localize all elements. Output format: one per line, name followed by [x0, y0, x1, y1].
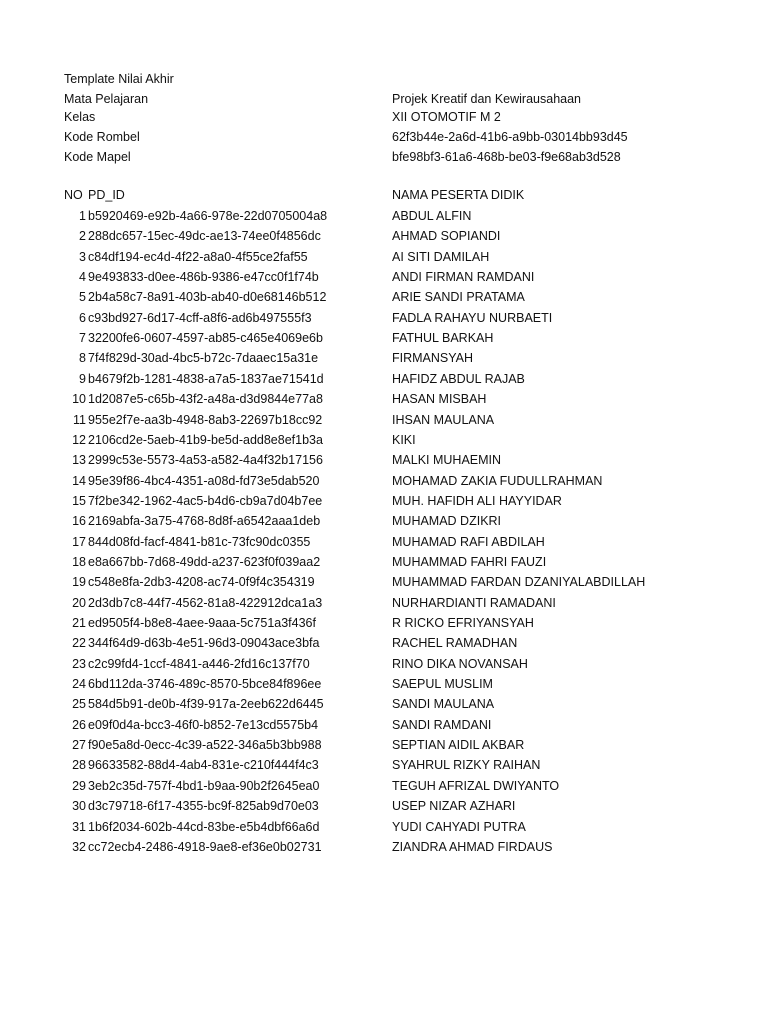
row-student-name: IHSAN MAULANA [392, 413, 495, 427]
row-number: 4 [79, 270, 86, 284]
row-number: 2 [79, 229, 86, 243]
row-student-name: HASAN MISBAH [392, 392, 487, 406]
row-number: 24 [72, 677, 86, 691]
row-student-name: YUDI CAHYADI PUTRA [392, 820, 526, 834]
row-student-name: FADLA RAHAYU NURBAETI [392, 311, 553, 325]
column-header-pd-id: PD_ID [88, 188, 125, 202]
row-student-name: SYAHRUL RIZKY RAIHAN [392, 758, 541, 772]
row-pd-id: 2106cd2e-5aeb-41b9-be5d-add8e8ef1b3a [88, 433, 323, 447]
row-pd-id: 2999c53e-5573-4a53-a582-4a4f32b17156 [88, 453, 323, 467]
row-student-name: MUH. HAFIDH ALI HAYYIDAR [392, 494, 562, 508]
row-number: 16 [72, 514, 86, 528]
label-kode-rombel: Kode Rombel [64, 130, 140, 144]
row-pd-id: 32200fe6-0607-4597-ab85-c465e4069e6b [88, 331, 323, 345]
row-pd-id: 9e493833-d0ee-486b-9386-e47cc0f1f74b [88, 270, 319, 284]
row-number: 26 [72, 718, 86, 732]
row-pd-id: 3eb2c35d-757f-4bd1-b9aa-90b2f2645ea0 [88, 779, 320, 793]
row-number: 21 [72, 616, 86, 630]
row-pd-id: 96633582-88d4-4ab4-831e-c210f444f4c3 [88, 758, 319, 772]
row-pd-id: 844d08fd-facf-4841-b81c-73fc90dc0355 [88, 535, 311, 549]
row-pd-id: 2b4a58c7-8a91-403b-ab40-d0e68146b512 [88, 290, 327, 304]
value-kode-rombel: 62f3b44e-2a6d-41b6-a9bb-03014bb93d45 [392, 130, 628, 144]
row-student-name: ZIANDRA AHMAD FIRDAUS [392, 840, 553, 854]
row-pd-id: 2169abfa-3a75-4768-8d8f-a6542aaa1deb [88, 514, 321, 528]
row-pd-id: d3c79718-6f17-4355-bc9f-825ab9d70e03 [88, 799, 319, 813]
row-pd-id: 2d3db7c8-44f7-4562-81a8-422912dca1a3 [88, 596, 323, 610]
row-student-name: MUHAMMAD FARDAN DZANIYALABDILLAH [392, 575, 646, 589]
row-number: 31 [72, 820, 86, 834]
row-pd-id: e09f0d4a-bcc3-46f0-b852-7e13cd5575b4 [88, 718, 319, 732]
row-student-name: MOHAMAD ZAKIA FUDULLRAHMAN [392, 474, 603, 488]
row-student-name: KIKI [392, 433, 416, 447]
row-student-name: HAFIDZ ABDUL RAJAB [392, 372, 525, 386]
row-pd-id: 7f2be342-1962-4ac5-b4d6-cb9a7d04b7ee [88, 494, 323, 508]
row-number: 28 [72, 758, 86, 772]
row-number: 3 [79, 250, 86, 264]
row-student-name: AI SITI DAMILAH [392, 250, 490, 264]
document-title: Template Nilai Akhir [64, 72, 174, 86]
row-student-name: R RICKO EFRIYANSYAH [392, 616, 534, 630]
row-pd-id: 344f64d9-d63b-4e51-96d3-09043ace3bfa [88, 636, 320, 650]
row-pd-id: 95e39f86-4bc4-4351-a08d-fd73e5dab520 [88, 474, 320, 488]
row-student-name: SEPTIAN AIDIL AKBAR [392, 738, 525, 752]
row-number: 27 [72, 738, 86, 752]
row-student-name: MUHAMAD DZIKRI [392, 514, 502, 528]
row-student-name: AHMAD SOPIANDI [392, 229, 501, 243]
row-number: 11 [73, 413, 86, 427]
row-number: 10 [72, 392, 86, 406]
row-number: 17 [72, 535, 86, 549]
column-header-nama: NAMA PESERTA DIDIK [392, 188, 525, 202]
row-number: 22 [72, 636, 86, 650]
row-pd-id: cc72ecb4-2486-4918-9ae8-ef36e0b02731 [88, 840, 322, 854]
row-number: 23 [72, 657, 86, 671]
row-student-name: ARIE SANDI PRATAMA [392, 290, 525, 304]
row-student-name: ANDI FIRMAN RAMDANI [392, 270, 535, 284]
row-student-name: RACHEL RAMADHAN [392, 636, 518, 650]
row-pd-id: c2c99fd4-1ccf-4841-a446-2fd16c137f70 [88, 657, 310, 671]
row-pd-id: 7f4f829d-30ad-4bc5-b72c-7daaec15a31e [88, 351, 319, 365]
row-student-name: USEP NIZAR AZHARI [392, 799, 516, 813]
row-student-name: RINO DIKA NOVANSAH [392, 657, 528, 671]
row-student-name: FIRMANSYAH [392, 351, 474, 365]
row-student-name: TEGUH AFRIZAL DWIYANTO [392, 779, 560, 793]
row-student-name: FATHUL BARKAH [392, 331, 494, 345]
row-pd-id: 6bd112da-3746-489c-8570-5bce84f896ee [88, 677, 322, 691]
row-pd-id: 584d5b91-de0b-4f39-917a-2eeb622d6445 [88, 697, 324, 711]
row-student-name: SANDI MAULANA [392, 697, 495, 711]
row-number: 25 [72, 697, 86, 711]
row-number: 30 [72, 799, 86, 813]
row-number: 6 [79, 311, 86, 325]
row-pd-id: f90e5a8d-0ecc-4c39-a522-346a5b3bb988 [88, 738, 322, 752]
row-pd-id: c93bd927-6d17-4cff-a8f6-ad6b497555f3 [88, 311, 312, 325]
row-pd-id: 1d2087e5-c65b-43f2-a48a-d3d9844e77a8 [88, 392, 323, 406]
row-student-name: SAEPUL MUSLIM [392, 677, 493, 691]
row-student-name: NURHARDIANTI RAMADANI [392, 596, 556, 610]
row-number: 19 [72, 575, 86, 589]
row-number: 9 [79, 372, 86, 386]
row-pd-id: ed9505f4-b8e8-4aee-9aaa-5c751a3f436f [88, 616, 316, 630]
row-number: 14 [72, 474, 86, 488]
value-kelas: XII OTOMOTIF M 2 [392, 110, 501, 124]
row-pd-id: b4679f2b-1281-4838-a7a5-1837ae71541d [88, 372, 324, 386]
row-number: 20 [72, 596, 86, 610]
row-student-name: MUHAMMAD FAHRI FAUZI [392, 555, 547, 569]
row-number: 1 [79, 209, 86, 223]
row-pd-id: 1b6f2034-602b-44cd-83be-e5b4dbf66a6d [88, 820, 320, 834]
row-pd-id: c548e8fa-2db3-4208-ac74-0f9f4c354319 [88, 575, 315, 589]
row-number: 18 [72, 555, 86, 569]
label-mata-pelajaran: Mata Pelajaran [64, 92, 149, 106]
value-mata-pelajaran: Projek Kreatif dan Kewirausahaan [392, 92, 582, 106]
row-number: 8 [79, 351, 86, 365]
row-number: 13 [72, 453, 86, 467]
row-number: 12 [72, 433, 86, 447]
row-student-name: MALKI MUHAEMIN [392, 453, 502, 467]
row-pd-id: 955e2f7e-aa3b-4948-8ab3-22697b18cc92 [88, 413, 323, 427]
row-number: 7 [79, 331, 86, 345]
label-kelas: Kelas [64, 110, 96, 124]
value-kode-mapel: bfe98bf3-61a6-468b-be03-f9e68ab3d528 [392, 150, 621, 164]
row-number: 32 [72, 840, 86, 854]
row-student-name: MUHAMAD RAFI ABDILAH [392, 535, 545, 549]
row-student-name: ABDUL ALFIN [392, 209, 472, 223]
row-pd-id: b5920469-e92b-4a66-978e-22d0705004a8 [88, 209, 328, 223]
row-number: 15 [72, 494, 86, 508]
row-pd-id: e8a667bb-7d68-49dd-a237-623f0f039aa2 [88, 555, 321, 569]
row-pd-id: 288dc657-15ec-49dc-ae13-74ee0f4856dc [88, 229, 321, 243]
row-number: 29 [72, 779, 86, 793]
row-student-name: SANDI RAMDANI [392, 718, 492, 732]
column-header-no: NO [64, 188, 83, 202]
label-kode-mapel: Kode Mapel [64, 150, 131, 164]
row-pd-id: c84df194-ec4d-4f22-a8a0-4f55ce2faf55 [88, 250, 308, 264]
row-number: 5 [79, 290, 86, 304]
